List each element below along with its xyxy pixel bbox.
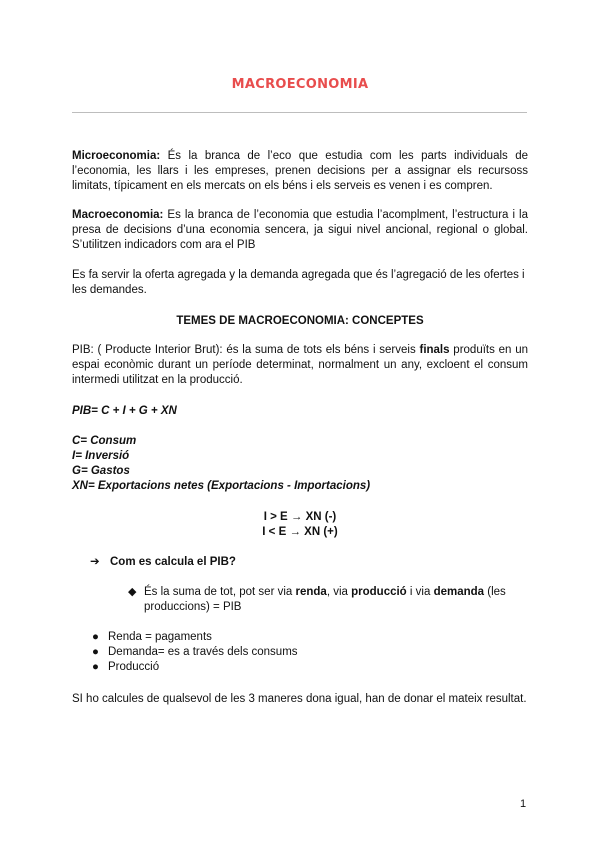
diamond-item-text [144,585,528,615]
pib-definition [72,343,528,388]
bullet-item [90,645,520,660]
bold-run: renda [295,586,327,598]
bullet-icon: ● [92,646,99,658]
pib-def-after: produïts en un espai econòmic durant un període determinat, normalment un any, excloent el consum intermedi utilitzat en la producció. [72,344,528,386]
bullet-text: Demanda= es a través dels consums [108,646,298,658]
page-title: MACROECONOMIA [231,77,369,92]
formula-definitions [72,434,528,494]
macro-term: Macroeconomia: [72,209,164,221]
arrow-list-item [90,555,520,570]
micro-term: Microeconomia: [72,150,161,162]
oferta-paragraph: Es fa servir la oferta agregada y la demanda agregada que és l’agregació de les ofertes i les demandes. [72,269,525,296]
macro-paragraph [72,208,528,253]
definition-line: G= Gastos [72,465,130,477]
definition-line: C= Consum [72,435,137,447]
micro-text: És la branca de l’eco que estudia com les parts individuals de l’economia, les llars i les empreses, prenen decisions per a assignar els recursoss limitats, típicament en els mercats on els béns i els serveis es venen i es compren. [72,150,528,192]
section-heading-text: TEMES DE MACROECONOMIA: CONCEPTES [176,315,424,327]
relation-line: I > E → XN (-) [263,511,337,523]
micro-paragraph [72,149,528,194]
bold-run: demanda [433,586,485,598]
text-run: i via [406,586,434,598]
bullet-text: Renda = pagaments [108,631,212,643]
definition-line: I= Inversió [72,450,130,462]
relations [72,510,528,540]
macro-text: Es la branca de l’economia que estudia l’acomplment, l’estructura i la presa de decisions d’una economia sencera, ja sigui nivel ancional, regional o global. S’utilitzen indicadors com ara el PIB [72,209,528,251]
bullet-item [90,630,520,645]
definition-line: XN= Exportacions netes (Exportacions - Importacions) [72,480,371,492]
pib-def-bold: finals [419,344,450,356]
text-run: , via [326,586,352,598]
arrow-icon: ➔ [90,556,100,568]
text-run: (les produccions) = PIB [144,586,506,613]
bullet-item [90,660,520,675]
diamond-list-item [128,585,528,615]
pib-formula: PIB= C + I + G + XN [72,405,177,417]
relation-line: I < E → XN (+) [262,526,338,538]
conclusion-paragraph: SI ho calcules de qualsevol de les 3 maneres dona igual, han de donar el mateix resultat. [72,693,527,705]
bullet-icon: ● [92,631,99,643]
arrow-item-text: Com es calcula el PIB? [110,556,236,568]
section-heading [72,314,528,329]
title-divider [72,112,527,113]
diamond-icon: ◆ [128,586,137,598]
bold-run: producció [351,586,407,598]
bullet-text: Producció [108,661,160,673]
pib-def-before: PIB: ( Producte Interior Brut): és la suma de tots els béns i serveis [72,344,420,356]
bullet-list [90,630,520,675]
text-run: És la suma de tot, pot ser via [144,586,296,598]
bullet-icon: ● [92,661,99,673]
page-number: 1 [520,798,527,810]
